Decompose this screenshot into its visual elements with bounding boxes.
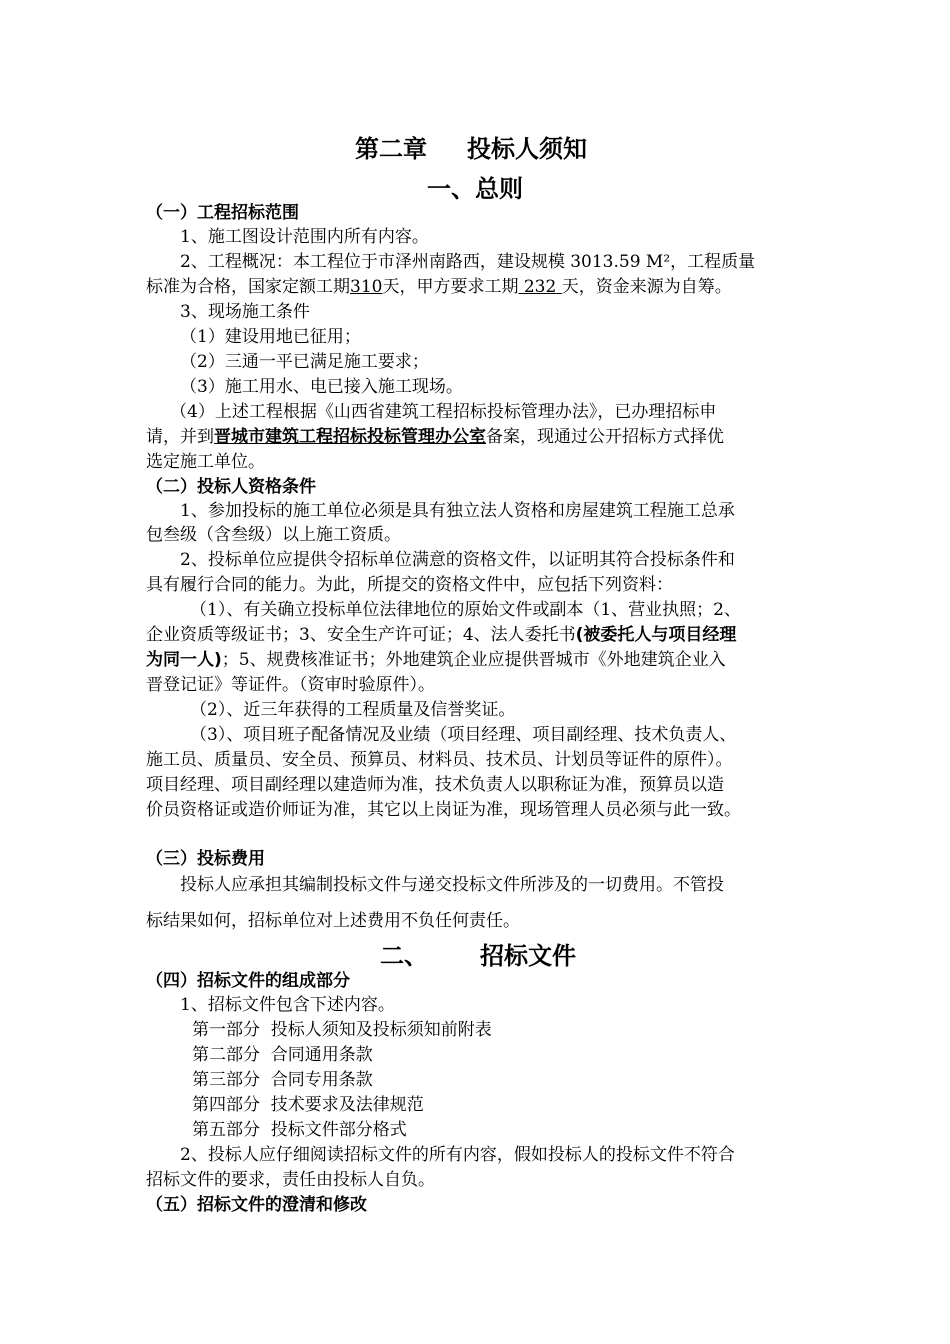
- document-part: 第五部分 投标文件部分格式: [192, 1120, 407, 1140]
- heading-bidding-cost: （三）投标费用: [146, 849, 265, 869]
- chapter-name: 投标人须知: [467, 135, 587, 163]
- paragraph-line: 投标人应承担其编制投标文件与递交投标文件所涉及的一切费用。不管投: [180, 875, 724, 895]
- paragraph-line: 标结果如何，招标单位对上述费用不负任何责任。: [146, 911, 520, 931]
- section-heading-docs: [380, 941, 576, 971]
- paragraph-line: （2）、近三年获得的工程质量及信誉奖证。: [190, 700, 516, 720]
- heading-doc-composition: （四）招标文件的组成部分: [146, 971, 350, 991]
- document-part: 第四部分 技术要求及法律规范: [192, 1095, 424, 1115]
- section-name: 招标文件: [480, 942, 576, 970]
- document-part: 第三部分 合同专用条款: [192, 1070, 373, 1090]
- condition-item: （2）三通一平已满足施工要求；: [180, 352, 429, 372]
- paragraph-line: 1、施工图设计范围内所有内容。: [180, 227, 429, 247]
- paragraph-line: [146, 276, 732, 298]
- text-span: 请，并到: [146, 427, 214, 447]
- paragraph-line: 2、工程概况：本工程位于市泽州南路西，建设规模 3013.59 M²，工程质量: [180, 252, 756, 272]
- chapter-number: 第二章: [355, 135, 427, 163]
- paragraph-line: 包叁级（含叁级）以上施工资质。: [146, 525, 401, 545]
- paragraph-line: [146, 649, 726, 671]
- paragraph-line: 2、投标人应仔细阅读招标文件的所有内容，假如投标人的投标文件不符合: [180, 1145, 735, 1165]
- quota-period-value: 310: [350, 277, 383, 297]
- office-name: 晋城市建筑工程招标投标管理办公室: [214, 427, 486, 447]
- paragraph-line: （1）、有关确立投标单位法律地位的原始文件或副本（1、营业执照；2、: [190, 600, 741, 620]
- text-span: 标准为合格，国家定额工期: [146, 277, 350, 297]
- paragraph-line: 2、投标单位应提供令招标单位满意的资格文件，以证明其符合投标条件和: [180, 550, 735, 570]
- paragraph-line: 具有履行合同的能力。为此，所提交的资格文件中，应包括下列资料：: [146, 575, 673, 595]
- paragraph-line: 1、参加投标的施工单位必须是具有独立法人资格和房屋建筑工程施工总承: [180, 501, 735, 521]
- paragraph-line: 招标文件的要求，责任由投标人自负。: [146, 1170, 435, 1190]
- condition-item: （4）上述工程根据《山西省建筑工程招标投标管理办法》，已办理招标申: [170, 402, 717, 422]
- heading-bidding-scope: （一）工程招标范围: [146, 203, 299, 223]
- emphasis-text: (被委托人与项目经理: [575, 625, 737, 645]
- paragraph-line: 项目经理、项目副经理以建造师为准，技术负责人以职称证为准，预算员以造: [146, 775, 724, 795]
- section-heading-general: 一、总则: [427, 175, 523, 203]
- text-span: ；5、规费核准证书；外地建筑企业应提供晋城市《外地建筑企业入: [221, 650, 726, 670]
- paragraph-line: [146, 426, 724, 448]
- heading-doc-clarification: （五）招标文件的澄清和修改: [146, 1195, 367, 1215]
- text-span: 备案，现通过公开招标方式择优: [486, 427, 724, 447]
- document-part: 第一部分 投标人须知及投标须知前附表: [192, 1020, 492, 1040]
- section-number: 二、: [380, 942, 428, 970]
- paragraph-line: 选定施工单位。: [146, 452, 265, 472]
- document-part: 第二部分 合同通用条款: [192, 1045, 373, 1065]
- heading-bidder-qualification: （二）投标人资格条件: [146, 477, 316, 497]
- required-period-number: 232: [523, 277, 557, 297]
- paragraph-line: （3）、项目班子配备情况及业绩（项目经理、项目副经理、技术负责人、: [190, 725, 737, 745]
- paragraph-line: 1、招标文件包含下述内容。: [180, 995, 395, 1015]
- condition-item: （1）建设用地已征用；: [180, 327, 361, 347]
- paragraph-line: 价员资格证或造价师证为准，其它以上岗证为准，现场管理人员必须与此一致。: [146, 800, 741, 820]
- text-span: 天，资金来源为自筹。: [561, 277, 732, 297]
- text-span: 企业资质等级证书；3、安全生产许可证；4、法人委托书: [146, 625, 576, 645]
- condition-item: （3）施工用水、电已接入施工现场。: [180, 377, 463, 397]
- paragraph-line: 晋登记证》等证件。（资审时验原件）。: [146, 675, 435, 695]
- paragraph-line: [146, 624, 736, 646]
- chapter-title: [355, 134, 587, 164]
- paragraph-line: 施工员、质量员、安全员、预算员、材料员、技术员、计划员等证件的原件）。: [146, 750, 733, 770]
- required-period-value: [518, 277, 561, 297]
- text-span: 天，甲方要求工期: [382, 277, 519, 297]
- paragraph-line: 3、现场施工条件: [180, 302, 310, 322]
- emphasis-text: 为同一人): [146, 650, 222, 670]
